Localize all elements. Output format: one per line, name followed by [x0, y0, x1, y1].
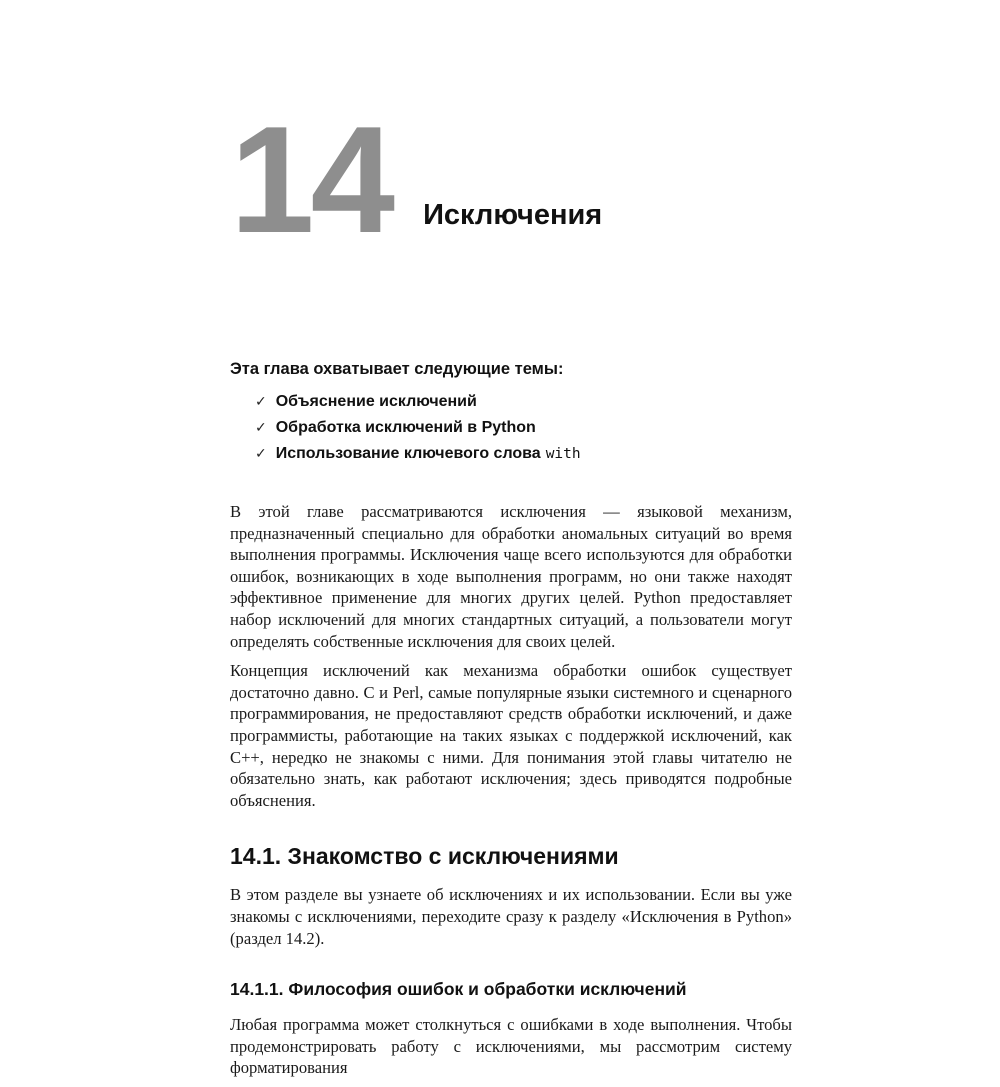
- body-paragraph: В этой главе рассматриваются исключения — языковой механизм, предназначенный специально для обработки аномальных ситуаций во время выполнения программы. Исключения чаще всего используются для обработки ошибок, возникающих в ходе выполнения программ, но они также находят эффективное применение для многих других целей. Python предоставляет набор исключений для многих стандартных ситуаций, а пользователи могут определять собственные исключения для своих целей.: [230, 502, 792, 651]
- topic-item: [255, 389, 792, 415]
- topics-list: [230, 389, 792, 467]
- topic-label: Обработка исключений в Python: [275, 419, 536, 436]
- body-paragraph: В этом разделе вы узнаете об исключениях и их использовании. Если вы уже знакомы с исключениями, переходите сразу к разделу «Исключения в Python» (раздел 14.2).: [230, 885, 792, 948]
- chapter-header: [230, 95, 792, 266]
- check-icon: ✓: [255, 446, 267, 462]
- topic-item: [255, 415, 792, 441]
- body-paragraph: Концепция исключений как механизма обработки ошибок существует достаточно давно. C и Perl, самые популярные языки системного и сценарного программирования, не предоставляют средств обработки исключений, и даже программисты, работающие на таких языках с поддержкой исключений, как C++, нередко не знакомы с ними. Для понимания этой главы читателю не обязательно знать, как работают исключения; здесь приводятся подробные объяснения.: [230, 661, 792, 810]
- book-page-content: [230, 0, 792, 1087]
- section-heading: 14.1. Знакомство с исключениями: [230, 843, 619, 870]
- chapter-number: 14: [230, 95, 392, 266]
- check-icon: ✓: [255, 420, 267, 436]
- subsection-heading: 14.1.1. Философия ошибок и обработки исключений: [230, 979, 687, 1000]
- topic-keyword-code: with: [545, 446, 581, 462]
- check-icon: ✓: [255, 394, 267, 410]
- topic-label: Использование ключевого слова: [275, 445, 541, 462]
- chapter-title: Исключения: [423, 199, 603, 231]
- topics-lead: Эта глава охватывает следующие темы:: [230, 360, 564, 378]
- body-paragraph: Любая программа может столкнуться с ошибками в ходе выполнения. Чтобы продемонстрировать работу с исключениями, мы рассмотрим систему форматирования: [230, 1015, 792, 1078]
- chapter-topics: [230, 360, 792, 467]
- topic-item: [255, 441, 792, 467]
- topic-label: Объяснение исключений: [275, 393, 477, 410]
